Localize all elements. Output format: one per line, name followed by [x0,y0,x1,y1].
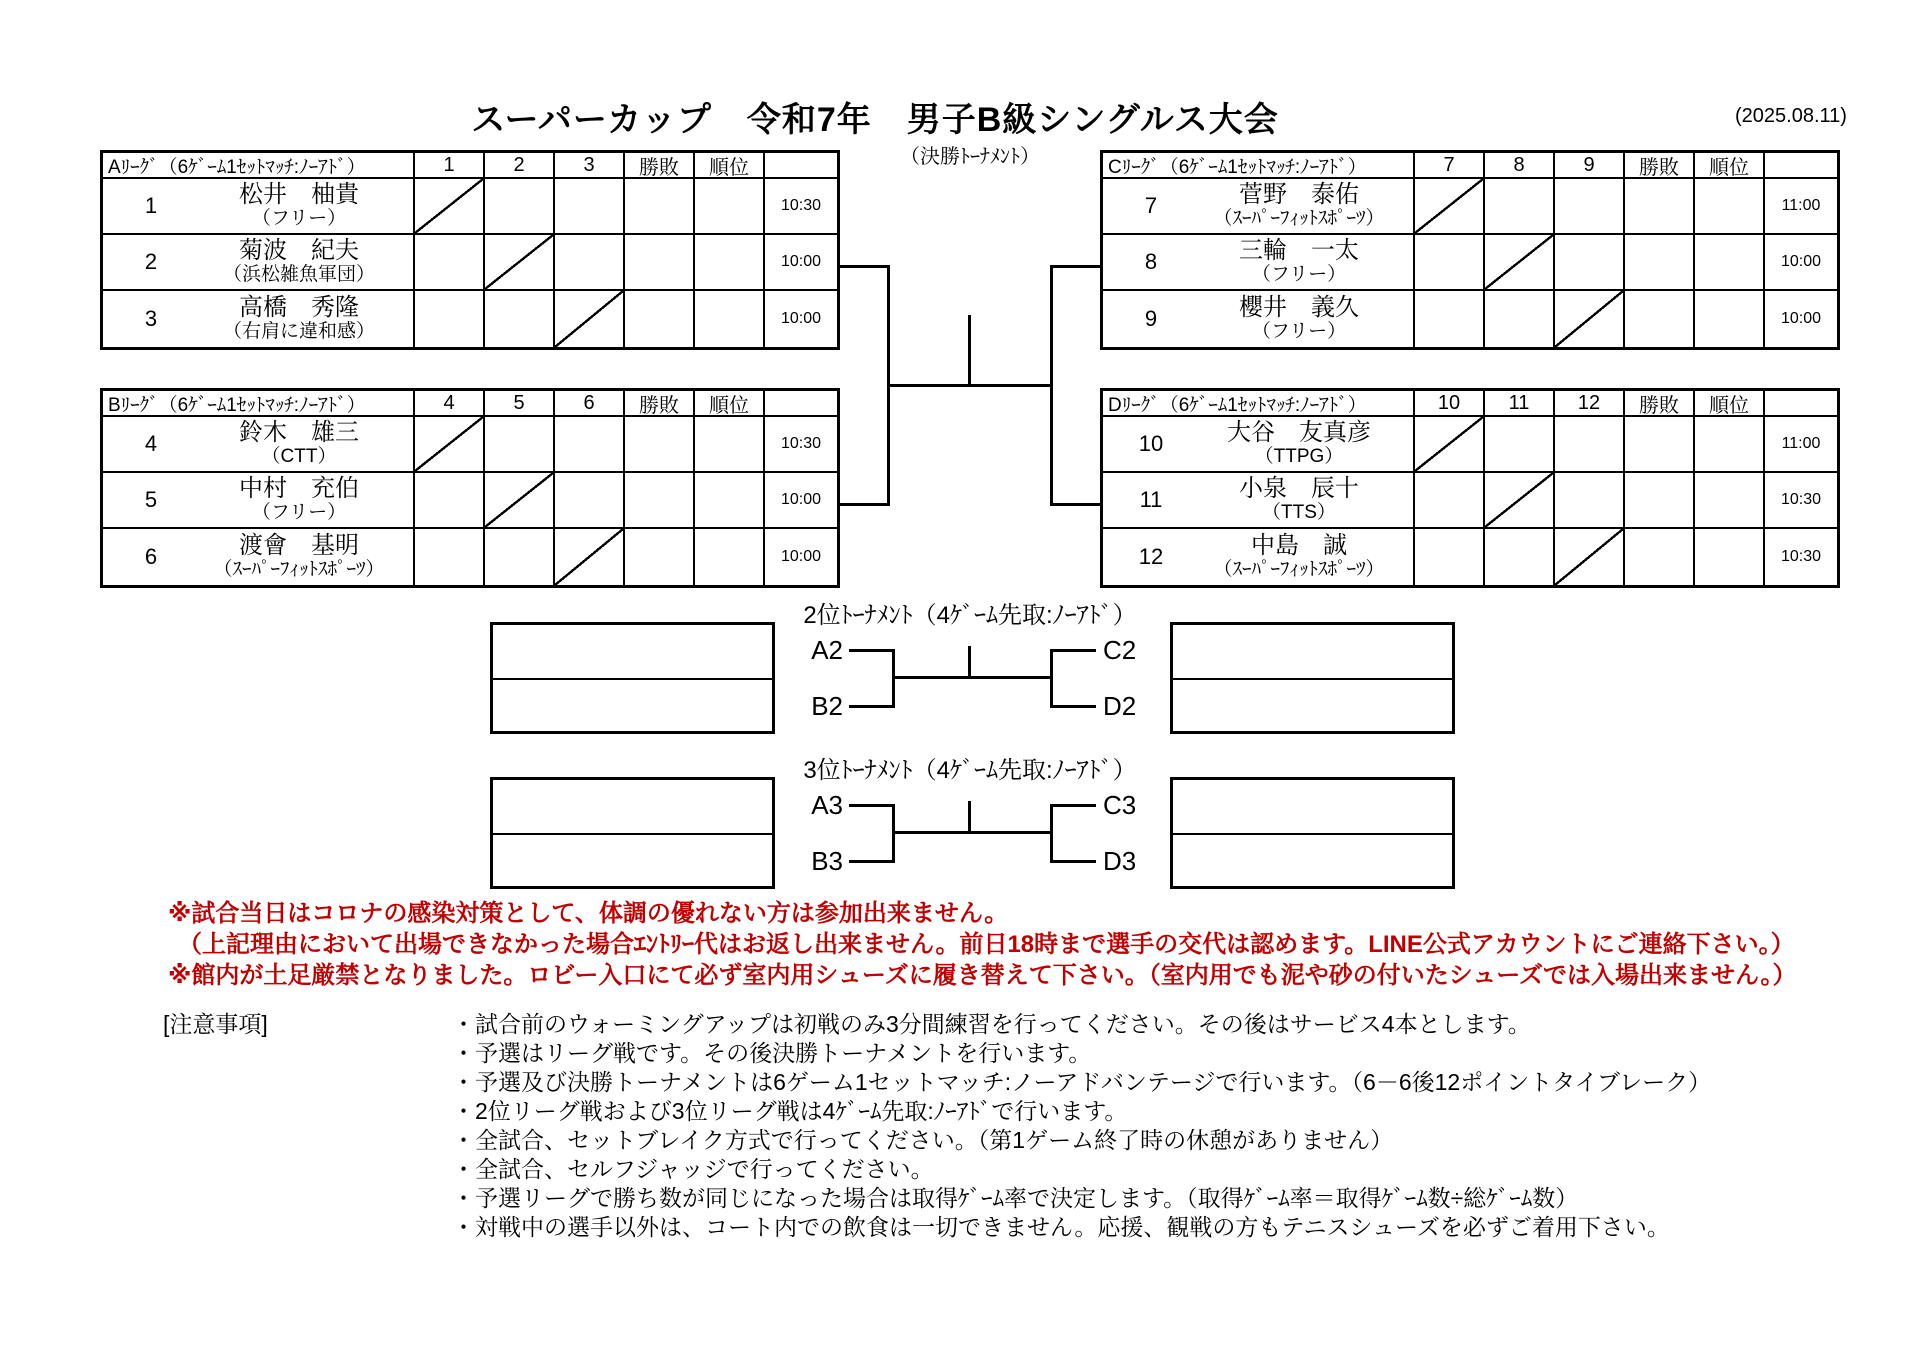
page-title: スーパーカップ 令和7年 男子B級シングルス大会 [471,101,1279,139]
player-cell [103,529,415,585]
third-place-right-box [1170,777,1455,889]
player-cell [1103,291,1415,347]
bracket-line [1050,649,1053,708]
start-time: 10:00 [1765,291,1837,347]
bracket-line-c-exit [1050,265,1100,268]
score-cell [555,235,625,291]
column-header: 9 [1555,153,1625,179]
score-cell [695,473,765,529]
player-club: （ｽｰﾊﾟｰﾌｨｯﾄｽﾎﾟｰﾂ） [1213,558,1385,580]
score-cell [1555,417,1625,473]
league-header-C: Cﾘｰｸﾞ（6ｹﾞｰﾑ1ｾｯﾄﾏｯﾁ:ﾉｰｱﾄﾞ） [1103,153,1415,179]
score-cell [1625,291,1695,347]
column-header: 2 [485,153,555,179]
player-number: 7 [1144,193,1158,218]
self-match-cell [1555,529,1625,585]
note-item: ・全試合、セットブレイク方式で行ってください。（第1ゲーム終了時の休憩がありません） [452,1127,1394,1153]
page-date: (2025.08.11) [1735,105,1847,127]
score-cell [695,417,765,473]
score-cell [485,291,555,347]
slot-label-c3: C3 [1103,790,1137,820]
bracket-line [849,804,895,807]
bracket-line [849,860,895,863]
note-item: ・予選はリーグ戦です。その後決勝トーナメントを行います。 [452,1040,1092,1066]
score-cell [1625,179,1695,235]
column-header: 3 [555,153,625,179]
self-match-cell [1485,235,1555,291]
start-time: 10:00 [1765,235,1837,291]
final-tournament-label: （決勝ﾄｰﾅﾒﾝﾄ） [900,146,1040,168]
score-cell [1415,473,1485,529]
score-cell [1415,291,1485,347]
note-item: ・2位リーグ戦および3位リーグ戦は4ｹﾞｰﾑ先取:ﾉｰｱﾄﾞで行います。 [452,1098,1128,1124]
score-cell [1695,473,1765,529]
notes-heading: [注意事項] [163,1011,268,1037]
player-name: 松井 柚貴 [239,181,359,209]
second-place-tournament-label: 2位ﾄｰﾅﾒﾝﾄ（4ｹﾞｰﾑ先取:ﾉｰｱﾄﾞ） [803,602,1137,629]
second-place-left-box [490,622,775,734]
bracket-line-a-exit [840,265,890,268]
column-header: 勝敗 [625,391,695,417]
player-cell [103,417,415,473]
self-match-cell [485,235,555,291]
time-column-header [1765,153,1837,179]
note-item: ・全試合、セルフジャッジで行ってください。 [452,1156,934,1182]
note-item: ・対戦中の選手以外は、コート内での飲食は一切できません。応援、観戦の方もテニスシューズを必ずご着用下さい。 [452,1214,1670,1240]
player-number: 3 [144,306,158,331]
player-club: （フリー） [251,501,347,523]
slot-label-b2: B2 [811,691,843,721]
bracket-line [849,649,895,652]
score-cell [625,235,695,291]
start-time: 10:00 [765,473,837,529]
start-time: 10:30 [1765,473,1837,529]
column-header: 7 [1415,153,1485,179]
score-cell [1695,235,1765,291]
bracket-line [968,646,971,679]
third-place-tournament-label: 3位ﾄｰﾅﾒﾝﾄ（4ｹﾞｰﾑ先取:ﾉｰｱﾄﾞ） [803,757,1137,784]
player-club: （フリー） [1251,263,1347,285]
score-cell [625,291,695,347]
bracket-line [849,705,895,708]
second-place-right-box [1170,622,1455,734]
warning-line-3: ※館内が土足厳禁となりました。ロビー入口にて必ず室内用シューズに履き替えて下さい。（室内用でも泥や砂の付いたシューズでは入場出来ません。） [168,962,1797,989]
column-header: 順位 [695,153,765,179]
bracket-line [1050,705,1096,708]
bracket-line [892,676,1053,679]
column-header: 勝敗 [1625,153,1695,179]
start-time: 10:00 [765,291,837,347]
player-number: 10 [1138,431,1164,456]
self-match-cell [485,473,555,529]
slot-label-d3: D3 [1103,846,1137,876]
start-time: 10:30 [765,417,837,473]
player-number: 2 [144,249,158,274]
self-match-cell [1415,417,1485,473]
start-time: 10:00 [765,529,837,585]
score-cell [415,529,485,585]
player-name: 小泉 辰十 [1239,475,1359,503]
score-cell [1625,529,1695,585]
score-cell [625,179,695,235]
column-header: 5 [485,391,555,417]
player-cell [103,235,415,291]
score-slot [493,625,772,680]
player-name: 菅野 泰佑 [1239,181,1359,209]
player-number: 1 [144,193,158,218]
score-cell [1625,417,1695,473]
bracket-line [1050,860,1096,863]
column-header: 1 [415,153,485,179]
score-cell [625,473,695,529]
player-cell [1103,529,1415,585]
time-column-header [765,153,837,179]
league-header-B: Bﾘｰｸﾞ（6ｹﾞｰﾑ1ｾｯﾄﾏｯﾁ:ﾉｰｱﾄﾞ） [103,391,415,417]
score-cell [1485,417,1555,473]
column-header: 4 [415,391,485,417]
player-cell [103,473,415,529]
player-number: 5 [144,487,158,512]
score-cell [1625,473,1695,529]
score-cell [485,179,555,235]
score-cell [1555,179,1625,235]
slot-label-a2: A2 [811,635,843,665]
player-number: 4 [144,431,158,456]
score-cell [695,235,765,291]
self-match-cell [415,179,485,235]
player-club: （CTT） [261,445,337,467]
player-club: （ｽｰﾊﾟｰﾌｨｯﾄｽﾎﾟｰﾂ） [1213,207,1385,229]
score-cell [415,473,485,529]
self-match-cell [1485,473,1555,529]
time-column-header [1765,391,1837,417]
column-header: 順位 [1695,391,1765,417]
bracket-line [892,831,1053,834]
league-table-B [100,388,840,588]
score-cell [695,179,765,235]
bracket-line [1050,804,1096,807]
self-match-cell [1555,291,1625,347]
player-cell [1103,417,1415,473]
slot-label-d2: D2 [1103,691,1137,721]
player-club: （ｽｰﾊﾟｰﾌｨｯﾄｽﾎﾟｰﾂ） [213,558,385,580]
column-header: 順位 [695,391,765,417]
third-place-left-box [490,777,775,889]
score-cell [1415,235,1485,291]
player-number: 6 [144,544,158,569]
player-club: （フリー） [1251,320,1347,342]
player-number: 9 [1144,306,1158,331]
player-name: 菊波 紀夫 [239,237,359,265]
column-header: 勝敗 [1625,391,1695,417]
league-table-A [100,150,840,350]
player-name: 鈴木 雄三 [239,419,359,447]
column-header: 勝敗 [625,153,695,179]
score-cell [1485,179,1555,235]
self-match-cell [555,291,625,347]
league-table-D [1100,388,1840,588]
start-time: 10:30 [765,179,837,235]
bracket-line-champion [968,315,971,387]
score-cell [1625,235,1695,291]
player-club: （浜松雑魚軍団） [222,263,375,285]
score-cell [1485,291,1555,347]
player-name: 渡會 基明 [239,532,359,560]
player-club: （TTS） [1262,501,1336,523]
warning-line-1: ※試合当日はコロナの感染対策として、体調の優れない方は参加出来ません。 [168,900,1009,927]
note-item: ・予選及び決勝トーナメントは6ゲーム1セットマッチ:ノーアドバンテージで行います。（6－6後12ポイントタイブレーク） [452,1069,1712,1095]
start-time: 10:30 [1765,529,1837,585]
column-header: 8 [1485,153,1555,179]
player-name: 三輪 一太 [1239,237,1359,265]
score-cell [695,291,765,347]
start-time: 11:00 [1765,179,1837,235]
start-time: 10:00 [765,235,837,291]
slot-label-c2: C2 [1103,635,1137,665]
score-cell [415,235,485,291]
note-item: ・予選リーグで勝ち数が同じになった場合は取得ｹﾞｰﾑ率で決定します。（取得ｹﾞｰﾑ率＝取得ｹﾞｰﾑ数÷総ｹﾞｰﾑ数） [452,1185,1579,1211]
bracket-line [968,801,971,834]
score-slot [1173,625,1452,680]
score-cell [555,473,625,529]
player-name: 大谷 友真彦 [1227,419,1371,447]
score-cell [1555,235,1625,291]
bracket-line [1050,804,1053,863]
player-cell [1103,235,1415,291]
time-column-header [765,391,837,417]
score-cell [485,417,555,473]
score-cell [695,529,765,585]
score-slot [493,780,772,835]
player-name: 中島 誠 [1251,532,1347,560]
score-cell [555,179,625,235]
player-number: 12 [1138,544,1164,569]
league-header-D: Dﾘｰｸﾞ（6ｹﾞｰﾑ1ｾｯﾄﾏｯﾁ:ﾉｰｱﾄﾞ） [1103,391,1415,417]
player-club: （TTPG） [1254,445,1344,467]
player-cell [1103,179,1415,235]
score-cell [625,529,695,585]
player-club: （右肩に違和感） [222,320,375,342]
bracket-line-d-exit [1050,503,1100,506]
column-header: 12 [1555,391,1625,417]
league-table-C [1100,150,1840,350]
warning-line-2: （上記理由において出場できなかった場合ｴﾝﾄﾘｰ代はお返し出来ません。前日18時まで選手の交代は認めます。LINE公式アカウントにご連絡下さい。） [178,931,1795,958]
player-number: 8 [1144,249,1158,274]
note-item: ・試合前のウォーミングアップは初戦のみ3分間練習を行ってください。その後はサービス4本とします。 [452,1011,1531,1037]
player-name: 櫻井 義久 [1239,294,1359,322]
player-club: （フリー） [251,207,347,229]
score-cell [625,417,695,473]
slot-label-a3: A3 [811,790,843,820]
score-cell [415,291,485,347]
score-cell [1695,529,1765,585]
player-cell [1103,473,1415,529]
score-cell [555,417,625,473]
score-cell [1415,529,1485,585]
column-header: 10 [1415,391,1485,417]
score-cell [1695,417,1765,473]
score-cell [1555,473,1625,529]
column-header: 11 [1485,391,1555,417]
score-cell [1485,529,1555,585]
player-name: 高橋 秀隆 [239,294,359,322]
slot-label-b3: B3 [811,846,843,876]
bracket-line [1050,649,1096,652]
player-number: 11 [1139,487,1163,512]
score-cell [485,529,555,585]
start-time: 11:00 [1765,417,1837,473]
score-slot [1173,780,1452,835]
column-header: 6 [555,391,625,417]
score-cell [1695,291,1765,347]
self-match-cell [555,529,625,585]
league-header-A: Aﾘｰｸﾞ（6ｹﾞｰﾑ1ｾｯﾄﾏｯﾁ:ﾉｰｱﾄﾞ） [103,153,415,179]
player-cell [103,291,415,347]
self-match-cell [1415,179,1485,235]
player-cell [103,179,415,235]
column-header: 順位 [1695,153,1765,179]
self-match-cell [415,417,485,473]
bracket-line-b-exit [840,503,890,506]
player-name: 中村 充伯 [239,475,359,503]
score-cell [1695,179,1765,235]
